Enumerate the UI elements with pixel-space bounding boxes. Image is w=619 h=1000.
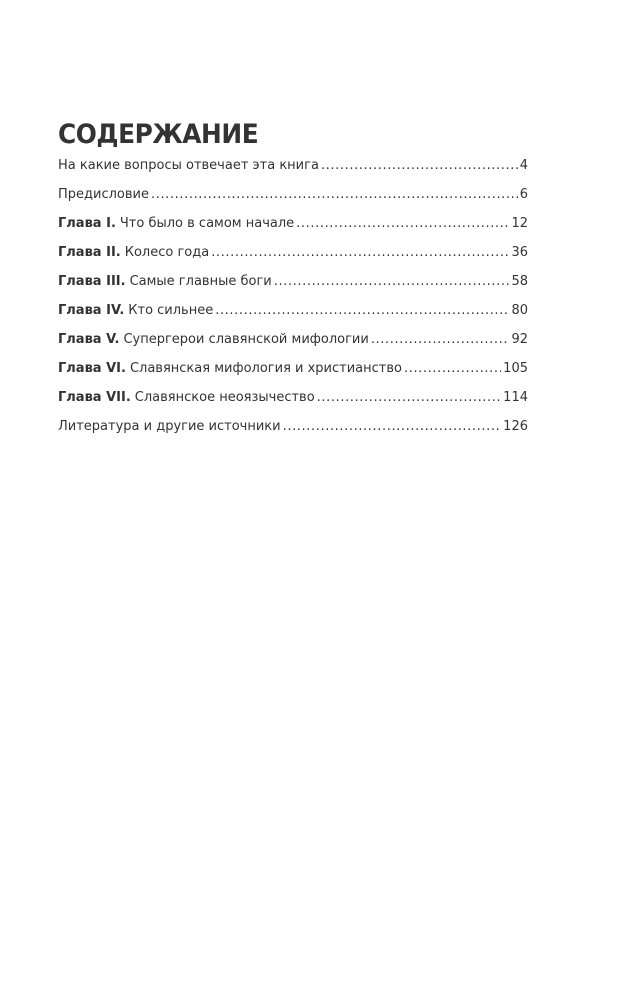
toc-entry-intro-questions[interactable] xyxy=(58,158,528,187)
dot-leader xyxy=(274,274,510,290)
toc-entry-preface[interactable] xyxy=(58,187,528,216)
toc-entry-title: Славянская мифология и христианство xyxy=(129,361,402,376)
toc-entry-title: Супергерои славянской мифологии xyxy=(123,332,369,347)
toc-entry-chapter-6[interactable] xyxy=(58,361,528,390)
toc-entry-chapter-4[interactable] xyxy=(58,303,528,332)
toc-entry-references[interactable] xyxy=(58,419,528,448)
toc-page-number: 105 xyxy=(503,361,528,376)
toc-entry-title: Кто сильнее xyxy=(128,303,214,318)
table-of-contents xyxy=(58,118,528,448)
toc-page-number: 114 xyxy=(503,390,528,405)
toc-entry-title: Что было в самом начале xyxy=(119,216,295,231)
toc-chapter-label: Глава V. xyxy=(58,332,120,347)
dot-leader xyxy=(151,187,518,203)
dot-leader xyxy=(404,361,501,377)
dot-leader xyxy=(317,390,502,406)
toc-page-number: 126 xyxy=(503,419,528,434)
toc-entry-title: Предисловие xyxy=(58,187,149,202)
toc-list xyxy=(58,158,528,448)
toc-page-number: 4 xyxy=(519,158,528,173)
page-title: СОДЕРЖАНИЕ xyxy=(58,119,259,150)
toc-entry-chapter-7[interactable] xyxy=(58,390,528,419)
toc-chapter-label: Глава III. xyxy=(58,274,126,289)
toc-entry-chapter-1[interactable] xyxy=(58,216,528,245)
toc-entry-title: Самые главные боги xyxy=(129,274,272,289)
toc-entry-chapter-2[interactable] xyxy=(58,245,528,274)
toc-page-number: 12 xyxy=(511,216,528,231)
toc-chapter-label: Глава I. xyxy=(58,216,116,231)
dot-leader xyxy=(321,158,518,174)
toc-entry-title: Колесо года xyxy=(124,245,210,260)
toc-page-number: 6 xyxy=(519,187,528,202)
dot-leader xyxy=(211,245,509,261)
toc-entry-chapter-5[interactable] xyxy=(58,332,528,361)
toc-chapter-label: Глава IV. xyxy=(58,303,125,318)
toc-entry-title: Славянское неоязычество xyxy=(134,390,315,405)
toc-page-number: 36 xyxy=(511,245,528,260)
dot-leader xyxy=(283,419,502,435)
toc-chapter-label: Глава VI. xyxy=(58,361,126,376)
toc-entry-title: Литература и другие источники xyxy=(58,419,281,434)
toc-entry-title: На какие вопросы отвечает эта книга xyxy=(58,158,319,173)
toc-entry-chapter-3[interactable] xyxy=(58,274,528,303)
toc-page-number: 80 xyxy=(511,303,528,318)
dot-leader xyxy=(296,216,509,232)
toc-page-number: 92 xyxy=(511,332,528,347)
dot-leader xyxy=(215,303,509,319)
toc-chapter-label: Глава VII. xyxy=(58,390,131,405)
toc-page-number: 58 xyxy=(511,274,528,289)
toc-chapter-label: Глава II. xyxy=(58,245,121,260)
dot-leader xyxy=(371,332,510,348)
